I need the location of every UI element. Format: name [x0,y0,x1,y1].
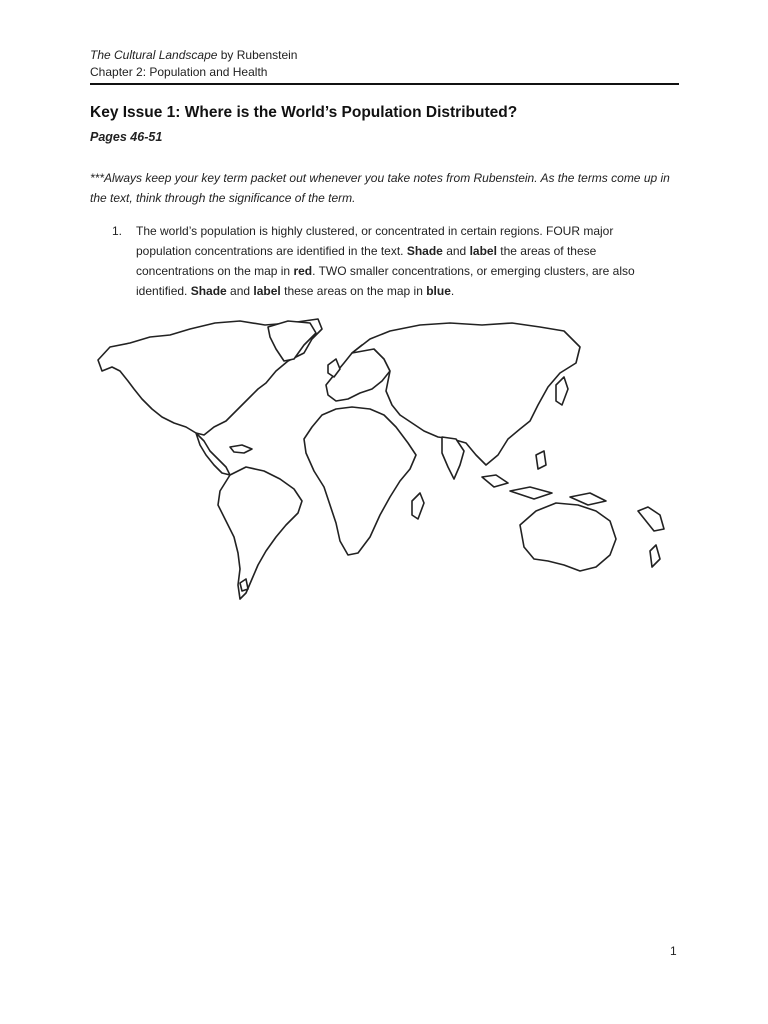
key-issue-title: Key Issue 1: Where is the World’s Population Distributed? [90,104,518,121]
question-text: The world’s population is highly clustered, or concentrated in certain regions. FOUR major population concentrations are identified in the text. Shade and label the areas of these concentrations on the map in red. TWO smaller concentrations, or emerging clusters, are also identified. Shade and label these areas on the map in blue. [136,224,635,298]
southeast-asia-islands-outline [482,475,508,487]
philippines-outline [536,451,546,469]
page-range: Pages 46-51 [90,130,163,144]
book-author: by Rubenstein [217,48,298,62]
header-rule [90,83,679,85]
world-outline-map [90,315,670,605]
chapter-line: Chapter 2: Population and Health [90,65,268,79]
note-text: ***Always keep your key term packet out whenever you take notes from Rubenstein. As the terms come up in the text, think through the significance of the term. [90,171,670,205]
south-america-outline [218,467,302,599]
new-zealand-outline [650,545,660,567]
madagascar-outline [412,493,424,519]
new-guinea-outline [570,493,606,505]
page-header [90,47,679,85]
book-title: The Cultural Landscape [90,48,218,62]
question-1 [112,221,672,301]
australia-outline [520,503,616,571]
caribbean-outline [230,445,252,453]
indonesia-outline [510,487,552,499]
page-number: 1 [670,944,677,958]
book-line [90,47,679,64]
pacific-islands-outline [638,507,664,531]
africa-outline [304,407,416,555]
question-number: 1. [112,224,123,238]
india-outline [442,437,464,479]
central-america-outline [196,433,230,475]
japan-outline [556,377,568,405]
